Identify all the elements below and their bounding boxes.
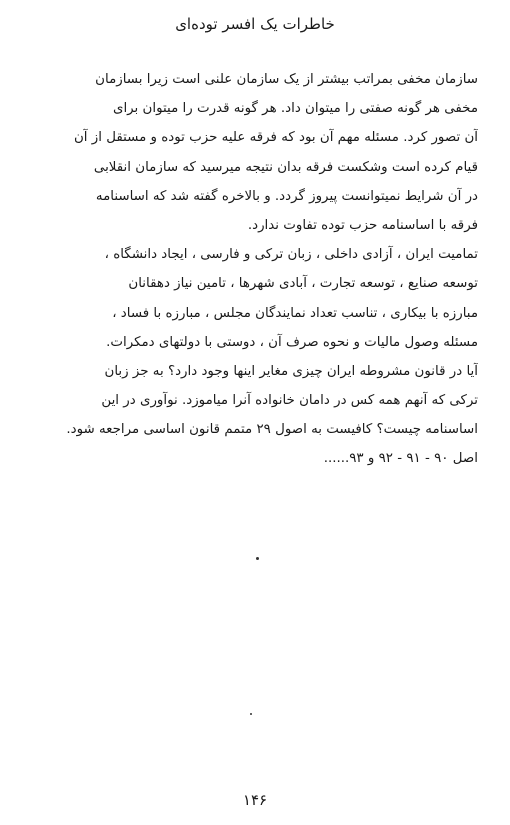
text-line: تمامیت ایران ، آزادی داخلی ، زبان ترکی و فارسی ، ایجاد دانشگاه ، [104,247,478,263]
running-head-title: خاطرات یک افسر توده‌ای [175,15,335,33]
text-line: در آن شرایط نمیتوانست پیروز گردد. و بالاخره گفته شد که اساسنامه [95,188,478,204]
text-line: اساسنامه چیست؟ کافیست به اصول ۲۹ متمم قانون اساسی مراجعه شود. [66,422,478,438]
text-line: توسعه صنایع ، توسعه تجارت ، آبادی شهرها ، تامین نیاز دهقانان [128,276,478,292]
text-line: قیام کرده است وشکست فرقه بدان نتیجه میرسید که سازمان انقلابی [93,159,478,175]
page-number: ۱۴۶ [242,791,268,809]
body-text [32,65,478,474]
text-line: ترکی که آنهم همه کس در دامان خانواده آنرا میاموزد. نوآوری در این [101,393,478,409]
text-line: مخفی هر گونه صفتی را میتوان داد. هر گونه قدرت را میتوان برای [112,101,478,117]
text-line: اصل ۹۰ - ۹۱ - ۹۲ و ۹۳...... [323,451,478,467]
text-line: مسئله وصول مالیات و نحوه صرف آن ، دوستی با دولتهای دمکرات. [106,334,478,350]
text-line: فرقه با اساسنامه حزب توده تفاوت ندارد. [247,217,478,233]
text-line: مبارزه با بیکاری ، تناسب تعداد نمایندگان مجلس ، مبارزه با فساد ، [112,305,478,321]
text-line: آیا در قانون مشروطه ایران چیزی مغایر اینها وجود دارد؟ به جز زبان [104,363,478,379]
text-line: سازمان مخفی بمراتب بیشتر از یک سازمان علنی است زیرا بسازمان [95,72,478,87]
speck-mark [256,557,259,560]
text-line: آن تصور کرد. مسئله مهم آن بود که فرقه علیه حزب توده و مستقل از آن [73,130,478,146]
speck-mark [250,713,252,715]
